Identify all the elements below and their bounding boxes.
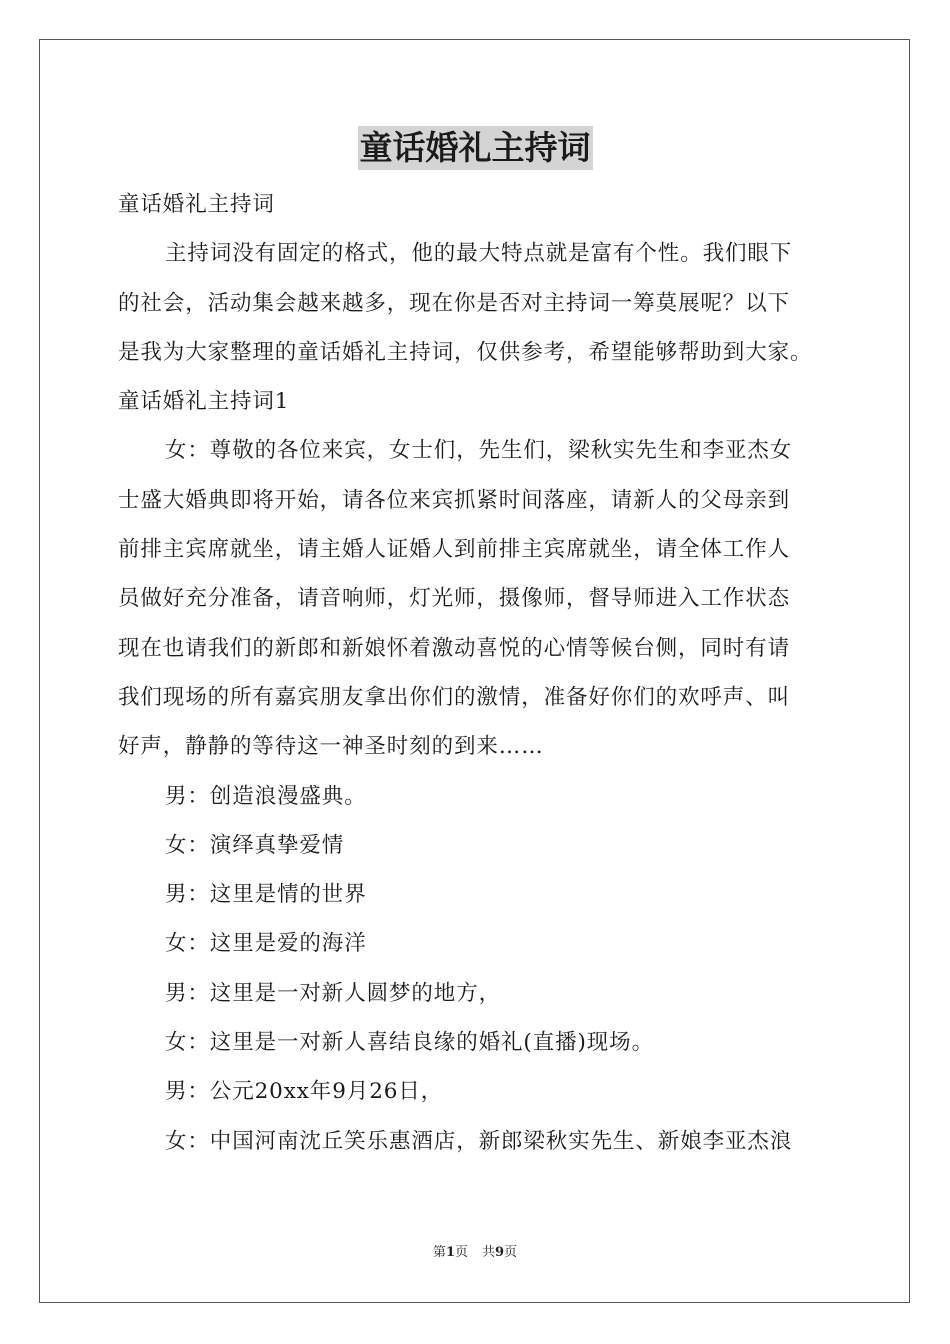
text-line: 男：创造浪漫盛典。 (165, 783, 367, 809)
total-pages: 9 (495, 1245, 505, 1260)
text-line: 是我为大家整理的童话婚礼主持词，仅供参考，希望能够帮助到大家。 (118, 339, 813, 365)
total-prefix: 共 (482, 1245, 496, 1260)
text-line: 女：尊敬的各位来宾，女士们，先生们，梁秋实先生和李亚杰女 (165, 438, 793, 464)
text-line: 士盛大婚典即将开始，请各位来宾抓紧时间落座，请新人的父母亲到 (118, 487, 791, 513)
text-line: 童话婚礼主持词 (118, 192, 275, 217)
document-title: 童话婚礼主持词 (358, 126, 593, 170)
page-footer (0, 1244, 950, 1262)
text-line: 前排主宾席就坐，请主婚人证婚人到前排主宾席就坐，请全体工作人 (118, 537, 791, 563)
text-line: 主持词没有固定的格式，他的最大特点就是富有个性。我们眼下 (165, 241, 793, 267)
page-prefix: 第 (432, 1245, 446, 1260)
text-line: 女：演绎真挚爱情 (165, 832, 345, 858)
text-line: 我们现场的所有嘉宾朋友拿出你们的激情，准备好你们的欢呼声、叫 (118, 684, 791, 710)
text-line: 女：中国河南沈丘笑乐惠酒店，新郎梁秋实先生、新娘李亚杰浪 (165, 1128, 793, 1154)
text-line: 的社会，活动集会越来越多，现在你是否对主持词一筹莫展呢？以下 (118, 290, 791, 316)
text-line: 童话婚礼主持词1 (118, 389, 290, 415)
text-line: 男：这里是一对新人圆梦的地方， (165, 980, 502, 1006)
page-suffix: 页 (454, 1245, 468, 1260)
text-line: 现在也请我们的新郎和新娘怀着激动喜悦的心情等候台侧，同时有请 (118, 635, 791, 661)
text-line: 女：这里是一对新人喜结良缘的婚礼(直播)现场。 (165, 1030, 654, 1056)
page-number: 1 (445, 1245, 455, 1260)
text-line: 员做好充分准备，请音响师，灯光师，摄像师，督导师进入工作状态 (118, 586, 791, 612)
text-line: 女：这里是爱的海洋 (165, 931, 367, 957)
text-line: 好声，静静的等待这一神圣时刻的到来…… (118, 734, 544, 760)
document-body (118, 180, 834, 1166)
total-suffix: 页 (504, 1245, 518, 1260)
text-line: 男：公元20xx年9月26日， (165, 1079, 444, 1105)
title-container (0, 126, 950, 170)
text-line: 男：这里是情的世界 (165, 882, 367, 908)
